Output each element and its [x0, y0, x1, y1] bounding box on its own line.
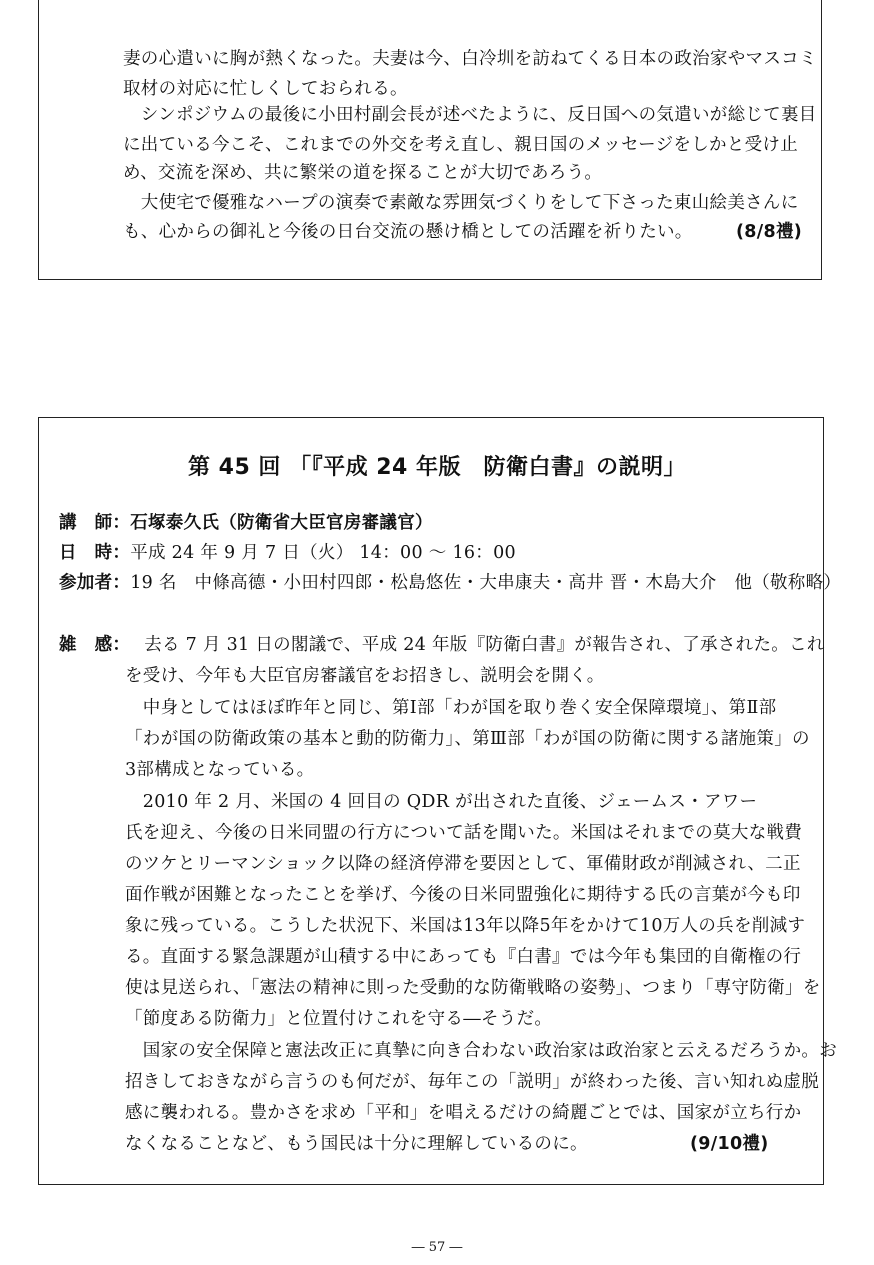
impressions-row [59, 635, 825, 655]
body-line-14: 招きしておきながら言うのも何だが、毎年この「説明」が終わった後、言い知れぬ虚脱 [125, 1072, 820, 1092]
top-line-3: シンポジウムの最後に小田村副会長が述べたように、反日国への気遣いが総じて裏目 [123, 105, 817, 125]
date-value: 平成 24 年 9 月 7 日（火） 14：00 ～ 16：00 [130, 543, 516, 563]
top-line-1: 妻の心遣いに胸が熱くなった。夫妻は今、白冷圳を訪ねてくる日本の政治家やマスコミ [123, 49, 817, 69]
body-line-4: 3部構成となっている。 [125, 760, 315, 780]
lecturer-label: 講 師： [59, 513, 131, 533]
impressions-label: 雑 感： [59, 635, 131, 655]
top-line-5: め、交流を深め、共に繁栄の道を探ることが大切であろう。 [123, 163, 603, 183]
participants-row [59, 573, 841, 593]
lecturer-value: 石塚泰久氏（防衛省大臣官房審議官） [130, 513, 433, 533]
body-line-15: 感に襲われる。豊かさを求め「平和」を唱えるだけの綺麗ごとでは、国家が立ち行か [125, 1103, 802, 1123]
article-signature: (9/10禮) [690, 1134, 769, 1154]
top-line-6: 大使宅で優雅なハープの演奏で素敵な雰囲気づくりをして下さった東山絵美さんに [123, 193, 799, 213]
body-line-6: 氏を迎え、今後の日米同盟の行方について話を聞いた。米国はそれまでの莫大な戦費 [125, 823, 803, 843]
page-number: ― 57 ― [411, 1240, 463, 1255]
top-line-7: も、心からの御礼と今後の日台交流の懸け橋としての活躍を祈りたい。 [123, 222, 693, 242]
article-title: 第 45 回 「『平成 24 年版 防衛白書』の説明」 [187, 455, 687, 480]
date-row [59, 543, 516, 563]
impressions-first-line: 去る 7 月 31 日の閣議で、平成 24 年版『防衛白書』が報告され、了承された。これ [144, 635, 825, 655]
top-line-4: に出ている今こそ、これまでの外交を考え直し、親日国のメッセージをしかと受け止 [123, 135, 798, 155]
body-line-10: る。直面する緊急課題が山積する中にあっても『白書』では今年も集団的自衛権の行 [125, 947, 802, 967]
lecturer-row [59, 513, 433, 533]
body-line-1: を受け、今年も大臣官房審議官をお招きし、説明会を開く。 [125, 666, 605, 686]
participants-value: 19 名 中條高德・小田村四郎・松島悠佐・大串康夫・高井 晋・木島大介 他（敬称略） [130, 573, 842, 593]
body-line-9: 象に残っている。こうした状況下、米国は13年以降5年をかけて10万人の兵を削減す [125, 916, 806, 936]
body-line-8: 面作戦が困難となったことを挙げ、今後の日米同盟強化に期待する氏の言葉が今も印 [125, 885, 801, 905]
body-line-13: 国家の安全保障と憲法改正に真摯に向き合わない政治家は政治家と云えるだろうか。お [125, 1041, 837, 1061]
date-label: 日 時： [59, 543, 131, 563]
body-line-3: 「わが国の防衛政策の基本と動的防衛力」、第Ⅲ部「わが国の防衛に関する諸施策」の [125, 729, 810, 749]
body-line-12: 「節度ある防衛力」と位置付けこれを守る―そうだ。 [125, 1009, 553, 1029]
body-line-2: 中身としてはほぼ昨年と同じ、第Ⅰ部「わが国を取り巻く安全保障環境」、第Ⅱ部 [125, 698, 777, 718]
body-line-7: のツケとリーマンショック以降の経済停滞を要因として、軍備財政が削減され、二正 [125, 854, 801, 874]
body-line-5: 2010 年 2 月、米国の 4 回目の QDR が出された直後、ジェームス・アワー [125, 792, 758, 812]
body-line-16: なくなることなど、もう国民は十分に理解しているのに。 [125, 1134, 588, 1154]
top-signature: (8/8禮) [736, 222, 803, 242]
participants-label: 参加者： [59, 573, 131, 593]
body-line-11: 使は見送られ、「憲法の精神に則った受動的な防衛戦略の姿勢」、つまり「専守防衛」を [125, 978, 821, 998]
top-line-2: 取材の対応に忙しくしておられる。 [123, 79, 408, 99]
